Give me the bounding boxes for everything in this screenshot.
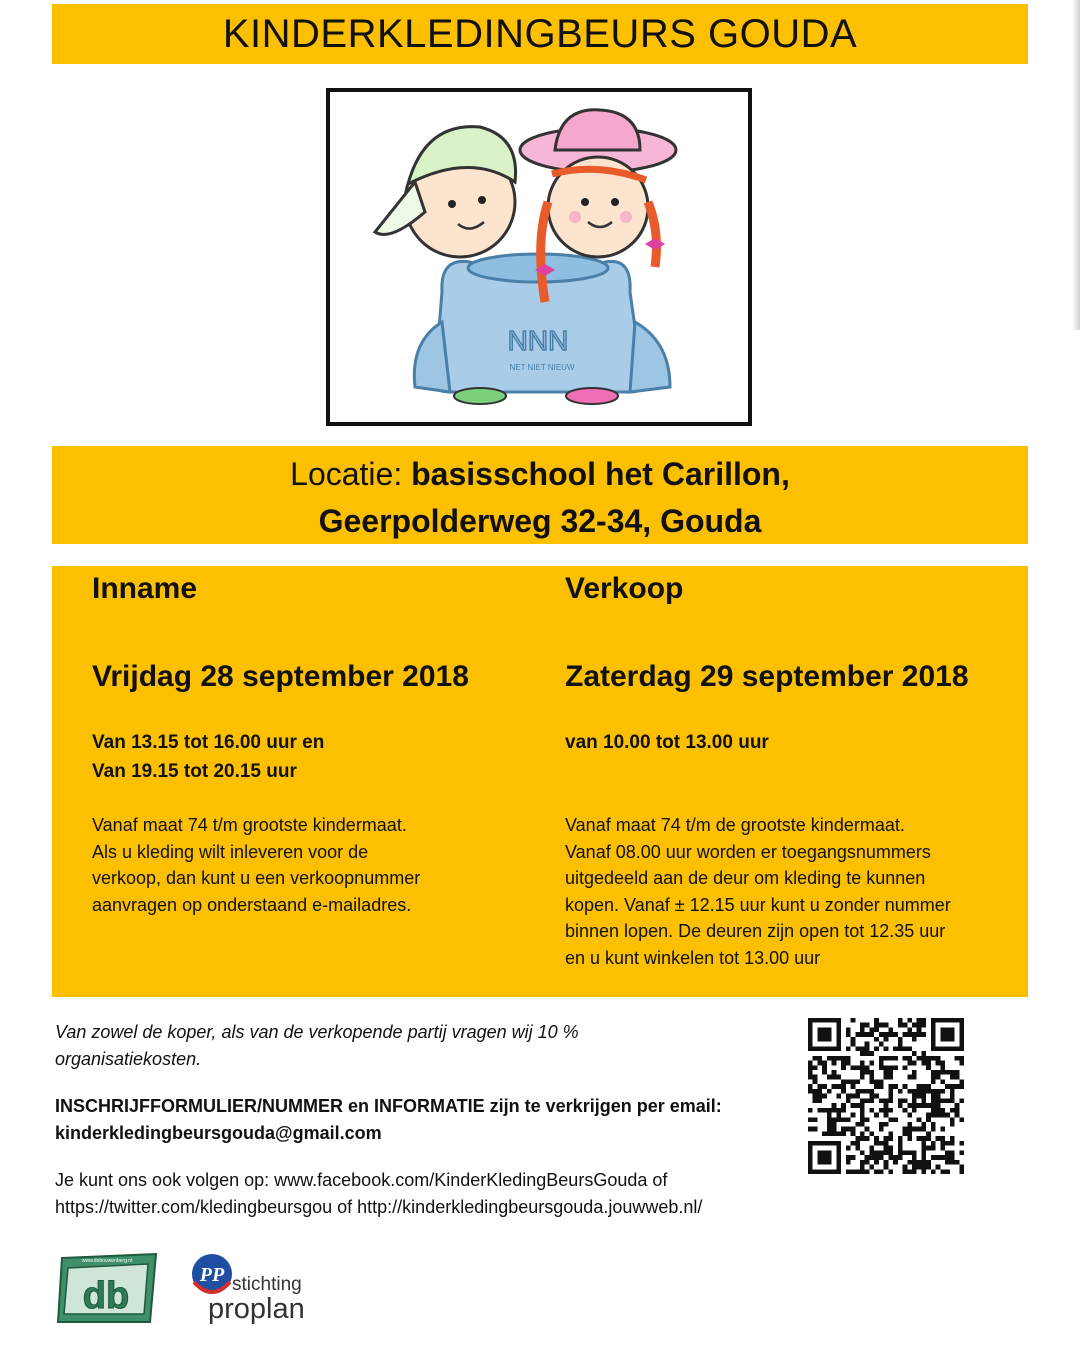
fee-note bbox=[55, 1019, 795, 1073]
qr-code-icon[interactable] bbox=[806, 1018, 966, 1174]
location-address: Geerpolderweg 32-34, Gouda bbox=[318, 503, 762, 539]
verkoop-desc-line: en u kunt winkelen tot 13.00 uur bbox=[565, 947, 821, 968]
nnn-logo-subtext: NET NIET NIEUW bbox=[509, 363, 575, 372]
verkoop-desc-line: uitgedeeld aan de deur om kleding te kunnen bbox=[565, 868, 926, 888]
verkoop-desc-line: Vanaf 08.00 uur worden er toegangsnummers bbox=[565, 841, 931, 862]
inname-description bbox=[92, 812, 420, 918]
schedule-block bbox=[52, 566, 1028, 997]
registration-line: INSCHRIJFFORMULIER/NUMMER en INFORMATIE zijn te verkrijgen per email: bbox=[55, 1096, 722, 1116]
inname-desc-line: Als u kleding wilt inleveren voor de bbox=[92, 841, 369, 862]
fee-note-line: organisatiekosten. bbox=[55, 1049, 202, 1069]
inname-times bbox=[92, 728, 324, 786]
nnn-logo-text: NNN bbox=[507, 325, 569, 356]
registration-info bbox=[55, 1093, 795, 1147]
proplan-top-text: stichting bbox=[232, 1274, 302, 1295]
page-edge-shadow bbox=[1072, 0, 1080, 330]
inname-desc-line: aanvragen op onderstaand e-mailadres. bbox=[92, 894, 412, 915]
inname-desc-line: verkoop, dan kunt u een verkoopnummer bbox=[92, 868, 421, 888]
fee-note-line: Van zowel de koper, als van de verkopende partij vragen wij 10 % bbox=[55, 1022, 579, 1042]
page-title: KINDERKLEDINGBEURS GOUDA bbox=[222, 12, 858, 56]
inname-date: Vrijdag 28 september 2018 bbox=[92, 660, 469, 693]
verkoop-time-line: van 10.00 tot 13.00 uur bbox=[565, 732, 769, 753]
location-banner bbox=[52, 446, 1028, 544]
verkoop-desc-line: Vanaf maat 74 t/m de grootste kindermaat. bbox=[565, 815, 905, 835]
illustration-frame bbox=[326, 88, 752, 426]
location-line bbox=[52, 446, 1028, 498]
verkoop-heading: Verkoop bbox=[565, 572, 684, 605]
verkoop-description bbox=[565, 812, 951, 971]
location-name: basisschool het Carillon, bbox=[411, 456, 790, 492]
location-label: Locatie: bbox=[290, 456, 403, 492]
follow-info bbox=[55, 1167, 795, 1221]
verkoop-desc-line: binnen lopen. De deuren zijn open tot 12.35 uur bbox=[565, 921, 946, 941]
db-logo-letters: db bbox=[82, 1275, 130, 1317]
inname-heading: Inname bbox=[92, 572, 198, 605]
proplan-name: proplan bbox=[208, 1293, 305, 1325]
verkoop-date: Zaterdag 29 september 2018 bbox=[565, 660, 969, 693]
title-banner bbox=[52, 4, 1028, 64]
db-logo-url: www.dobouwenberg.nl bbox=[81, 1258, 133, 1264]
inname-time-line: Van 19.15 tot 20.15 uur bbox=[92, 761, 297, 782]
verkoop-desc-line: kopen. Vanaf ± 12.15 uur kunt u zonder nummer bbox=[565, 894, 951, 915]
follow-line: Je kunt ons ook volgen op: www.facebook.com/KinderKledingBeursGouda of bbox=[55, 1170, 668, 1190]
db-logo bbox=[56, 1252, 158, 1324]
proplan-mark: PP bbox=[199, 1264, 225, 1286]
inname-desc-line: Vanaf maat 74 t/m grootste kindermaat. bbox=[92, 815, 407, 835]
children-illustration bbox=[330, 92, 748, 422]
inname-time-line: Van 13.15 tot 16.00 uur en bbox=[92, 732, 325, 753]
proplan-logo bbox=[188, 1248, 348, 1328]
verkoop-times bbox=[565, 728, 769, 757]
notes-section bbox=[55, 1019, 795, 1221]
follow-line: https://twitter.com/kledingbeursgou of http://kinderkledingbeursgouda.jouwweb.nl/ bbox=[55, 1197, 703, 1217]
registration-email-link[interactable]: kinderkledingbeursgouda@gmail.com bbox=[55, 1123, 382, 1143]
